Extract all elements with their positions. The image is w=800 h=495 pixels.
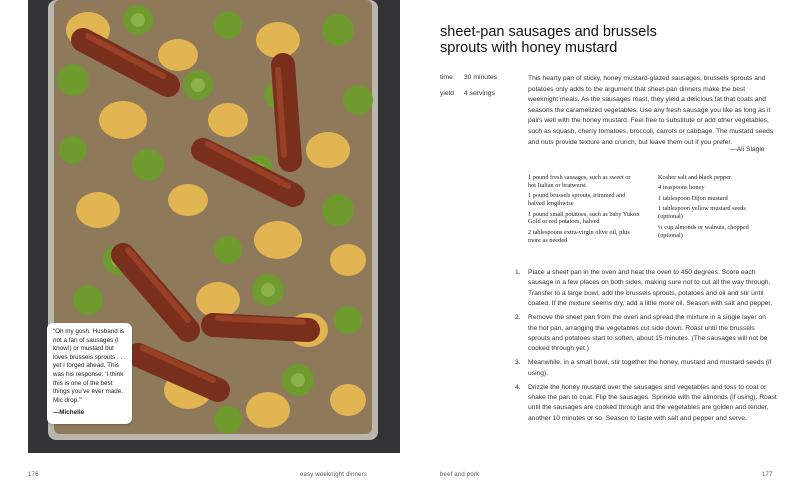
right-section-title: beef and pork: [440, 472, 480, 478]
recipe-time: [440, 74, 497, 81]
recipe-title: sheet-pan sausages and brussels sprouts with honey mustard: [440, 24, 657, 56]
ingredient-item: Kosher salt and black pepper: [658, 174, 732, 181]
step-text: Place a sheet pan in the oven and heat the oven to 450 degrees. Score each sausage in a few places on both sides, making sure not to cut all the way through. Transfer to a large bowl, add the brussels sprouts, potatoes and oil and stir until coated. If the mixture seems dry, add a little more oil. Season with salt and pepper.: [528, 269, 773, 308]
yield-value: 4 servings: [463, 90, 495, 97]
recipe-step: [515, 313, 777, 355]
ingredient-item: ¼ cup almonds or walnuts, chopped (optional): [658, 223, 749, 239]
recipe-byline: —Ali Slagle: [730, 146, 765, 153]
recipe-step: [515, 383, 777, 425]
time-label: time: [440, 74, 453, 81]
right-page-number: 177: [762, 472, 773, 478]
ingredient-item: 1 tablespoon Dijon mustard: [658, 194, 728, 202]
step-number: 1.: [515, 269, 521, 276]
ingredient-item: 4 teaspoons honey: [658, 184, 705, 192]
ingredient-item: 1 pound brussels sprouts, trimmed and halved lengthwise: [528, 192, 626, 208]
time-value: 30 minutes: [463, 74, 498, 81]
step-text: Meanwhile, in a small bowl, stir together the honey, mustard and mustard seeds (if using).: [528, 359, 772, 377]
recipe-step: [515, 268, 777, 310]
ingredients-column-right: [658, 174, 770, 242]
ingredients-column-left: [528, 174, 640, 247]
step-number: 3.: [515, 359, 521, 367]
step-text: Drizzle the honey mustard over the sausages and vegetables and toss to coat or shake the pan to coat. Flip the sausages. Sprinkle with the almonds (if using). Roast until the sausages are cooked through and the vegetables are golden and tender, another 10 minutes or so. Season to taste with salt and pepper and serve.: [528, 383, 777, 422]
step-number: 2.: [515, 314, 521, 322]
left-section-title: easy weeknight dinners: [300, 472, 368, 478]
step-text: Remove the sheet pan from the oven and spread the mixture in a single layer on the hot pan, arranging the vegetables cut side down. Roast until the brussels sprouts and potatoes start to soften, about 15 minutes. (The sausages will not be cooked through yet.): [528, 314, 768, 353]
yield-label: yield: [440, 90, 454, 97]
reader-quote-signature: —Michelle: [53, 409, 85, 417]
ingredient-item: 1 tablespoon yellow mustard seeds (optional): [658, 205, 746, 221]
ingredient-item: 1 pound small potatoes, such as baby Yukon Gold or red potatoes, halved: [528, 210, 640, 226]
recipe-steps: [515, 268, 777, 428]
left-page-number: 176: [28, 472, 39, 478]
ingredient-item: 1 pound fresh sausages, such as sweet or hot Italian or bratwurst: [528, 174, 631, 189]
ingredient-item: 2 tablespoons extra-virgin olive oil, plus more as needed: [528, 228, 630, 244]
recipe-yield: [440, 90, 495, 97]
reader-quote-card: [47, 323, 132, 424]
step-number: 4.: [515, 383, 521, 391]
recipe-step: [515, 358, 777, 379]
reader-quote-text: “Oh my gosh. Husband is not a fan of sausages (I know!) or mustard but loves brussels sprouts . . . yet I forged ahead. This was his response: ‘I think this is one of the best things you’ve ever made. Mic drop.’”: [53, 328, 126, 404]
recipe-intro: This hearty pan of sticky, honey mustard-glazed sausages, brussels sprouts and potatoes only adds to the argument that sheet-pan dinners make the best weeknight meals. As the sausages roast, they yield a delicious fat that coats and seasons the caramelized vegetables. Use any fresh sausage you like as long as it pairs well with the honey mustard. Feel free to substitute or add other vegetables, such as squash, cherry tomatoes, broccoli, carrots or cabbage. The mustard seeds and nuts provide texture and crunch, but leave them out if you prefer.: [528, 75, 774, 146]
